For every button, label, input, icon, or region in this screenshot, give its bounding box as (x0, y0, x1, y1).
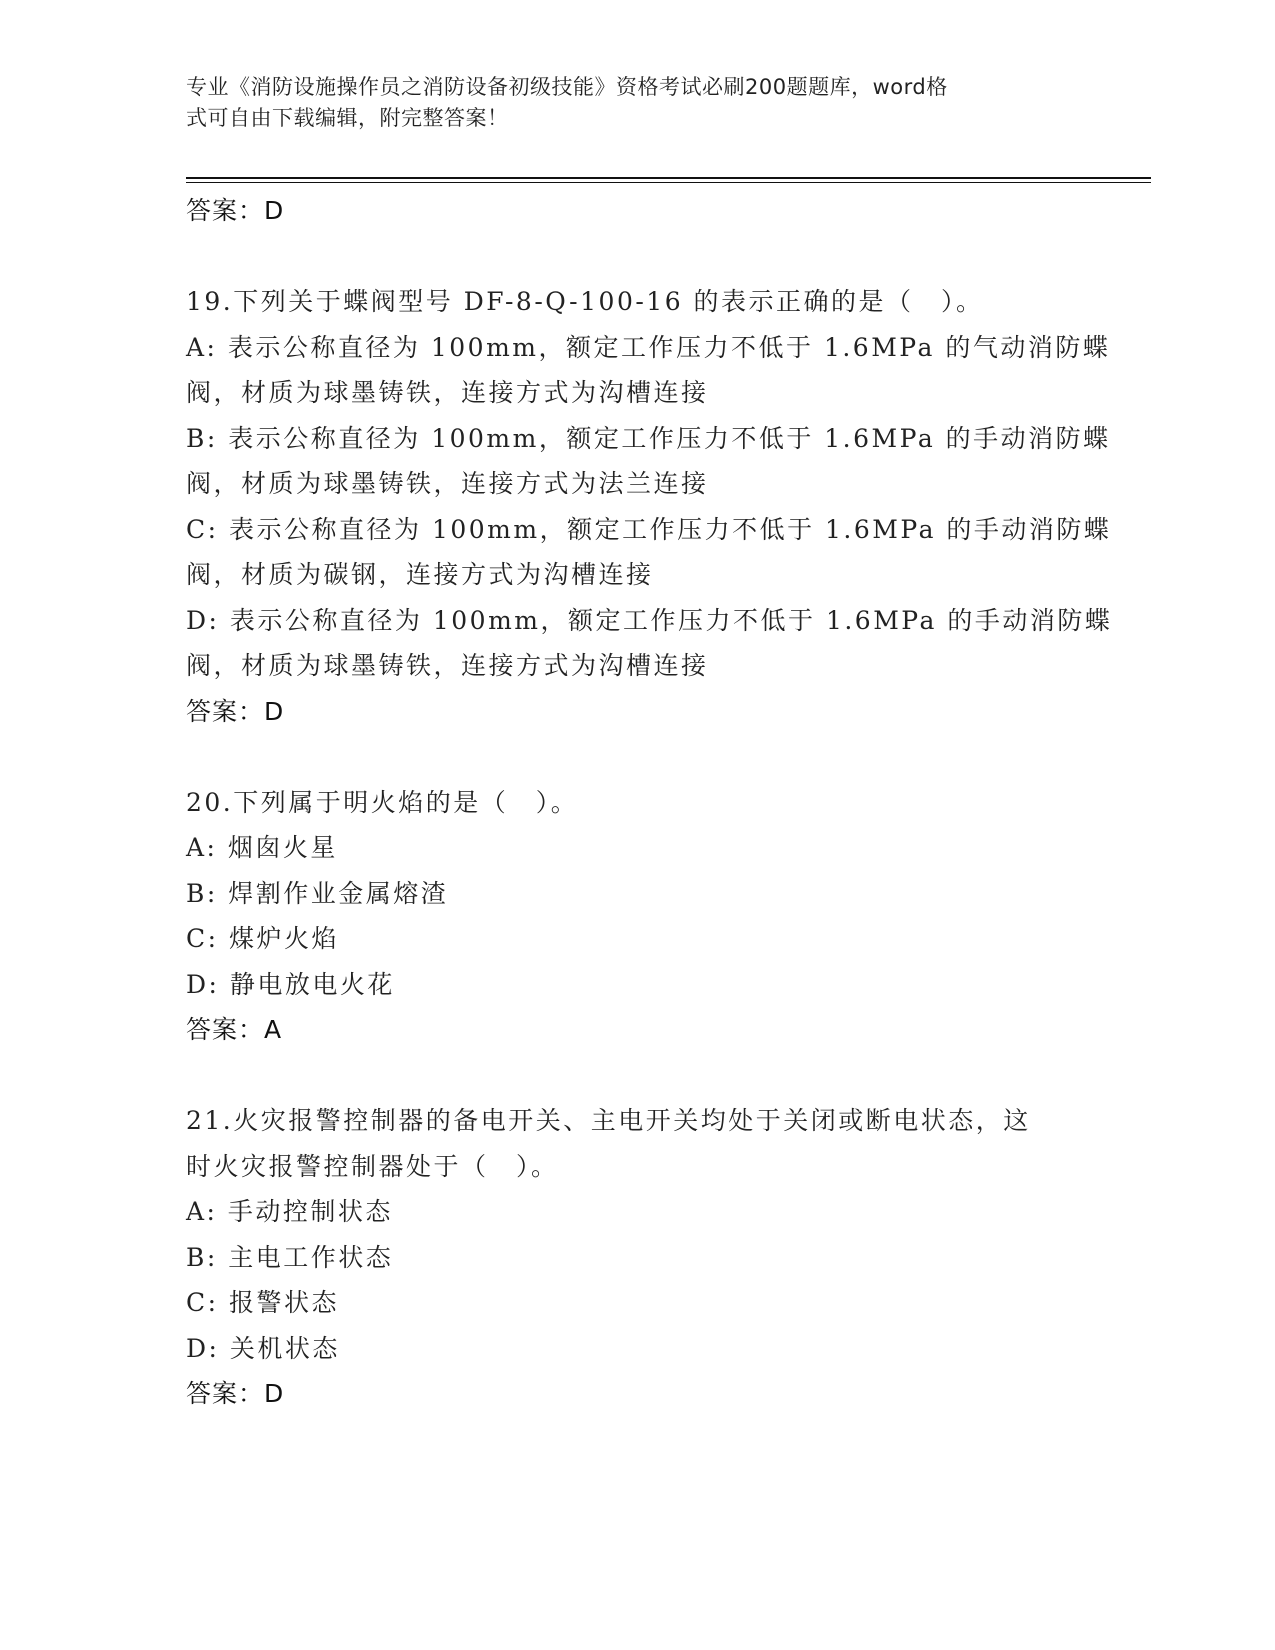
option-d: D: 关机状态 (186, 1333, 340, 1363)
option-b: B: 主电工作状态 (186, 1242, 394, 1272)
spacer (186, 734, 1086, 780)
option-text: A: 表示公称直径为 100mm，额定工作压力不低于 1.6MPa 的气动消防蝶 (186, 332, 1111, 362)
option-d: D: 静电放电火花 (186, 969, 395, 999)
option-b (186, 416, 1111, 507)
option-text: C: 表示公称直径为 100mm，额定工作压力不低于 1.6MPa 的手动消防蝶 (186, 514, 1112, 544)
answer: 答案：D (186, 1379, 285, 1408)
option-c: C: 煤炉火焰 (186, 924, 339, 953)
question-list (186, 188, 1113, 1417)
document-header (186, 72, 1066, 134)
spacer (186, 1053, 1086, 1099)
option-b: B: 焊割作业金属熔渣 (186, 878, 449, 908)
option-text: 阀，材质为球墨铸铁，连接方式为沟槽连接 (186, 378, 709, 407)
option-text: D: 表示公称直径为 100mm，额定工作压力不低于 1.6MPa 的手动消防蝶 (186, 605, 1113, 635)
question-21 (186, 1098, 1086, 1417)
option-c: C: 报警状态 (186, 1288, 339, 1317)
question-20 (186, 780, 1086, 1053)
option-text: 阀，材质为碳钢，连接方式为沟槽连接 (186, 560, 654, 589)
header-divider-thick (186, 177, 1151, 179)
option-a: A: 手动控制状态 (186, 1197, 393, 1226)
header-line-1: 专业《消防设施操作员之消防设备初级技能》资格考试必刷200题题库，word格 (186, 75, 948, 99)
spacer (186, 234, 1086, 280)
option-d (186, 598, 1113, 689)
header-divider-thin (186, 182, 1151, 183)
previous-answer: 答案：D (186, 196, 285, 225)
option-text: 阀，材质为球墨铸铁，连接方式为沟槽连接 (186, 651, 709, 680)
question-stem: 19.下列关于蝶阀型号 DF-8-Q-100-16 的表示正确的是（ ）。 (186, 287, 984, 316)
option-text: 阀，材质为球墨铸铁，连接方式为法兰连接 (186, 469, 709, 498)
answer: 答案：D (186, 696, 285, 726)
option-a: A: 烟囱火星 (186, 833, 338, 862)
option-text: B: 表示公称直径为 100mm，额定工作压力不低于 1.6MPa 的手动消防蝶 (186, 423, 1111, 453)
question-19 (186, 279, 1113, 734)
question-stem-continued: 时火灾报警控制器处于（ ）。 (186, 1151, 559, 1181)
question-stem: 20.下列属于明火焰的是（ ）。 (186, 787, 579, 817)
option-a (186, 325, 1111, 416)
answer: 答案：A (186, 1015, 283, 1044)
option-c (186, 507, 1112, 598)
question-stem: 21.火灾报警控制器的备电开关、主电开关均处于关闭或断电状态，这 (186, 1106, 1031, 1135)
header-line-2: 式可自由下载编辑，附完整答案！ (186, 106, 509, 130)
